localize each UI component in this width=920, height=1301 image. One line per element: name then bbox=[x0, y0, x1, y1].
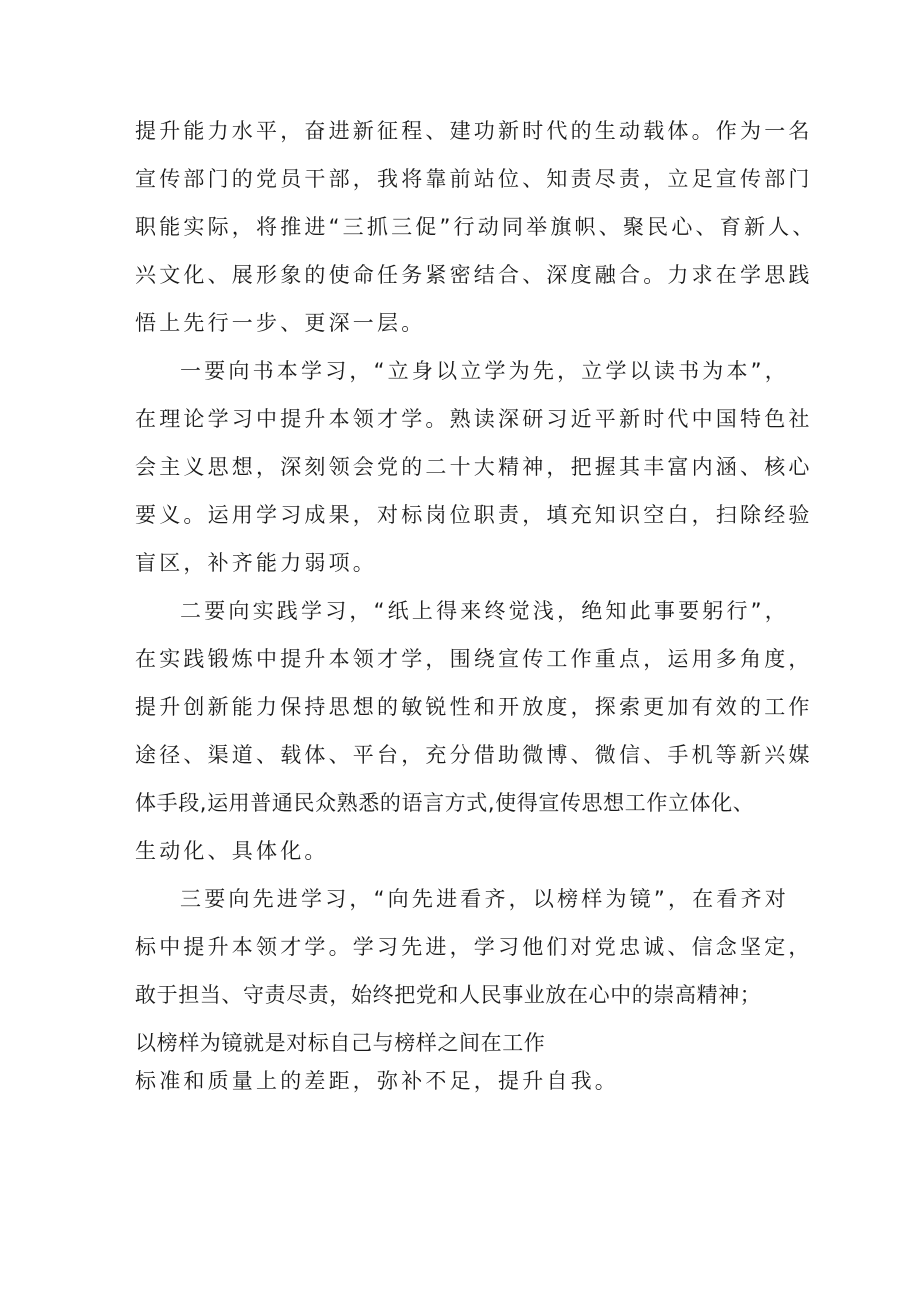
text-line: 提升创新能力保持思想的敏锐性和开放度，探索更加有效的工作 bbox=[135, 695, 813, 719]
text-line: 要义。运用学习成果，对标岗位职责，填充知识空白，扫除经验 bbox=[135, 503, 813, 527]
text-line: 途径、渠道、载体、平台，充分借助微博、微信、手机等新兴媒 bbox=[135, 743, 813, 767]
text-line: 标准和质量上的差距，弥补不足，提升自我。 bbox=[135, 1069, 619, 1093]
text-line: 宣传部门的党员干部，我将靠前站位、知责尽责，立足宣传部门 bbox=[135, 167, 813, 191]
text-line: 体手段,运用普通民众熟悉的语言方式,使得宣传思想工作立体化、 bbox=[135, 791, 755, 815]
paragraph-start-line: 一要向书本学习，“立身以立学为先，立学以读书为本”， bbox=[180, 359, 789, 383]
text-line: 生动化、具体化。 bbox=[135, 839, 329, 863]
text-line: 职能实际，将推进“三抓三促”行动同举旗帜、聚民心、育新人、 bbox=[135, 215, 817, 239]
text-line: 会主义思想，深刻领会党的二十大精神，把握其丰富内涵、核心 bbox=[135, 455, 813, 479]
text-line: 敢于担当、守责尽责，始终把党和人民事业放在心中的崇高精神； bbox=[135, 983, 762, 1007]
text-line: 以榜样为镜就是对标自己与榜样之间在工作 bbox=[135, 1031, 546, 1055]
text-line: 盲区，补齐能力弱项。 bbox=[135, 551, 377, 575]
text-line: 标中提升本领才学。学习先进，学习他们对党忠诚、信念坚定， bbox=[135, 935, 813, 959]
text-line: 在理论学习中提升本领才学。熟读深研习近平新时代中国特色社 bbox=[135, 407, 813, 431]
text-line: 在实践锻炼中提升本领才学，围绕宣传工作重点，运用多角度， bbox=[135, 647, 813, 671]
text-line: 悟上先行一步、更深一层。 bbox=[135, 311, 426, 335]
text-line: 提升能力水平，奋进新征程、建功新时代的生动载体。作为一名 bbox=[135, 119, 813, 143]
paragraph-start-line: 二要向实践学习，“纸上得来终觉浅，绝知此事要躬行”， bbox=[180, 599, 789, 623]
text-line: 兴文化、展形象的使命任务紧密结合、深度融合。力求在学思践 bbox=[135, 263, 813, 287]
paragraph-start-line: 三要向先进学习，“向先进看齐，以榜样为镜”，在看齐对 bbox=[180, 887, 789, 911]
